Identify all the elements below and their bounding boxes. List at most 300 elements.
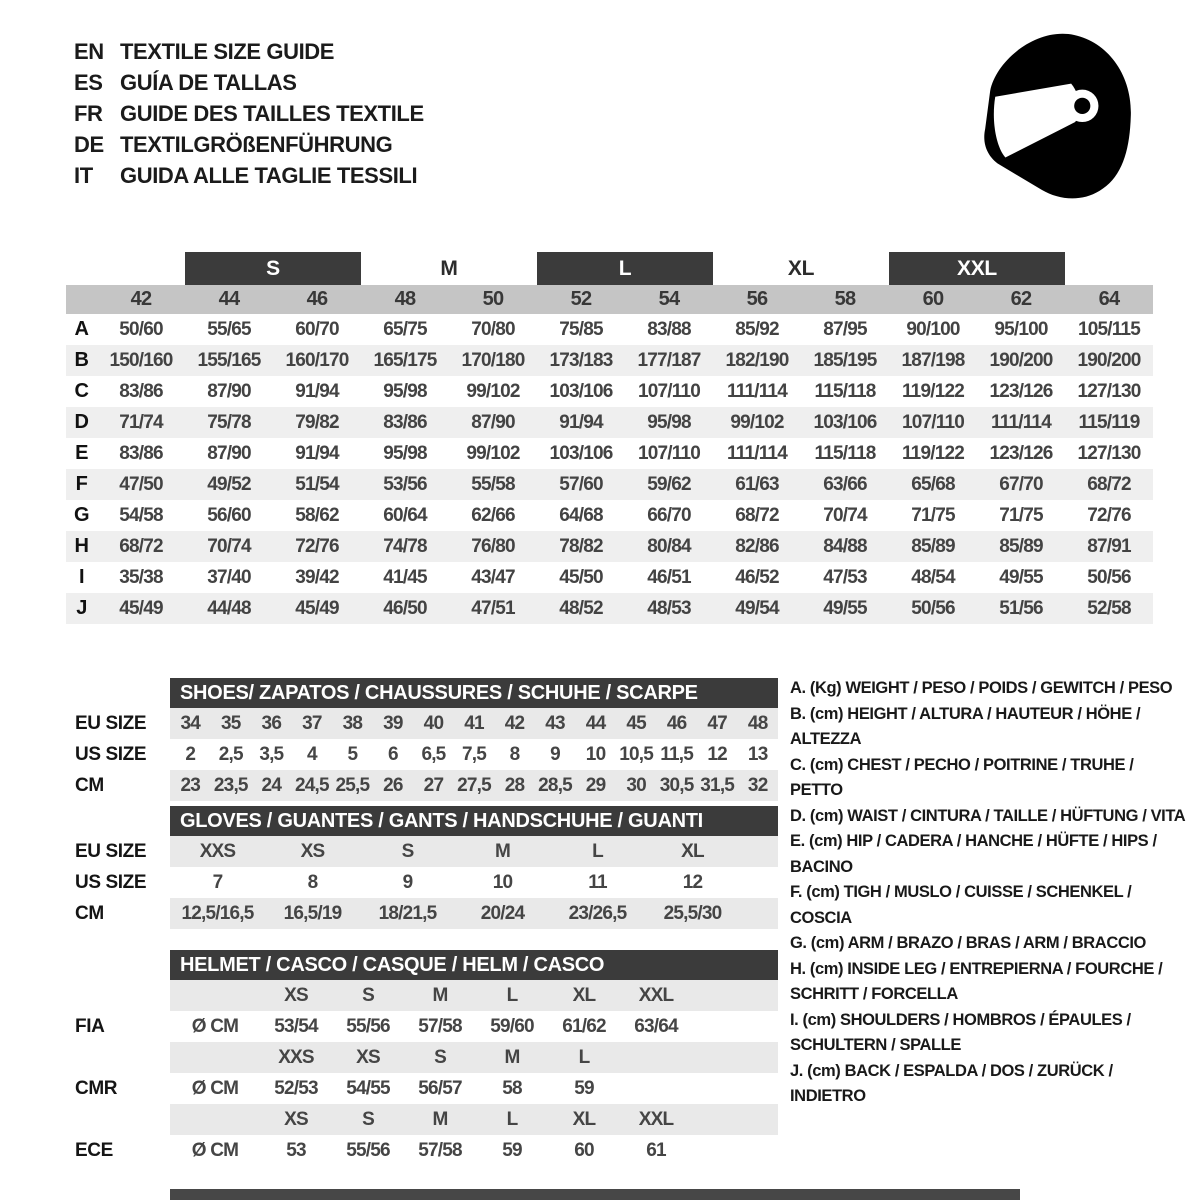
size-value: 80/84 — [647, 535, 691, 557]
size-value: 72/76 — [1087, 504, 1131, 526]
helmet-size-value: 59 — [574, 1077, 594, 1099]
helmet-standard-values — [170, 1011, 778, 1042]
helmet-sizes-values — [170, 1104, 778, 1135]
size-value: 190/200 — [989, 349, 1053, 371]
helmet-size-value: 54/55 — [346, 1077, 390, 1099]
size-value: 105/115 — [1077, 318, 1141, 340]
shoes-value: 6 — [388, 743, 398, 765]
size-value: 111/114 — [991, 411, 1051, 433]
row-letter: B — [74, 349, 89, 371]
legend-item: A. (Kg) WEIGHT / PESO / POIDS / GEWITCH / PESO — [790, 679, 1173, 697]
size-value: 87/91 — [1087, 535, 1131, 557]
shoes-value: 10,5 — [619, 743, 653, 765]
size-value: 49/54 — [735, 597, 779, 619]
size-value: 62/66 — [471, 504, 515, 526]
size-value: 190/200 — [1077, 349, 1141, 371]
shoes-row — [60, 770, 778, 801]
helmet-row-label — [60, 1104, 170, 1135]
size-value: 165/175 — [373, 349, 437, 371]
size-value: 83/86 — [383, 411, 427, 433]
helmet-size-label: M — [432, 1108, 448, 1130]
size-value: 60/70 — [295, 318, 339, 340]
shoes-value: 35 — [221, 712, 241, 734]
shoes-table-header: SHOES/ ZAPATOS / CHAUSSURES / SCHUHE / SCARPE — [170, 678, 778, 708]
size-value: 41/45 — [383, 566, 427, 588]
size-value: 59/62 — [647, 473, 691, 495]
helmet-standard-values — [170, 1073, 778, 1104]
size-value: 72/76 — [295, 535, 339, 557]
helmet-size-label: XXL — [638, 984, 674, 1006]
size-band-l: L — [537, 252, 713, 285]
size-value: 99/102 — [730, 411, 784, 433]
language-code: IT — [74, 162, 93, 188]
legend-item: F. (cm) TIGH / MUSLO / CUISSE / SCHENKEL / COSCIA — [790, 883, 1132, 927]
helmet-sizes-values — [170, 1042, 778, 1073]
size-value: 85/92 — [735, 318, 779, 340]
shoes-value: 24,5 — [294, 774, 329, 796]
helmet-size-value: 53/54 — [274, 1015, 318, 1037]
legend-item: J. (cm) BACK / ESPALDA / DOS / ZURÜCK / INDIETRO — [790, 1061, 1113, 1105]
helmet-size-label: XL — [572, 1108, 596, 1130]
size-value: 67/70 — [999, 473, 1043, 495]
band-spacer — [66, 252, 185, 285]
shoes-value: 36 — [261, 712, 282, 734]
size-value: 103/106 — [549, 442, 613, 464]
gloves-row — [60, 898, 778, 929]
helmet-sizes-values — [170, 980, 778, 1011]
size-value: 63/66 — [823, 473, 867, 495]
helmet-unit-label: Ø CM — [191, 1077, 239, 1099]
shoes-value: 8 — [509, 743, 520, 765]
size-value: 115/119 — [1078, 411, 1140, 433]
helmet-standard-values — [170, 1135, 778, 1166]
measurement-row-b — [66, 345, 1153, 376]
legend-item: H. (cm) INSIDE LEG / ENTREPIERNA / FOURCHE / SCHRITT / FORCELLA — [790, 959, 1163, 1003]
helmet-values-row-ece — [60, 1135, 778, 1166]
shoes-value: 48 — [747, 712, 768, 734]
size-value: 48/54 — [911, 566, 955, 588]
size-value: 95/100 — [994, 318, 1048, 340]
shoes-value: 46 — [666, 712, 687, 734]
size-value: 64/68 — [559, 504, 603, 526]
size-value: 57/60 — [559, 473, 603, 495]
legend-item: C. (cm) CHEST / PECHO / POITRINE / TRUHE / PETTO — [790, 755, 1134, 799]
gloves-table-header: GLOVES / GUANTES / GANTS / HANDSCHUHE / GUANTI — [170, 806, 778, 836]
helmet-rows — [60, 980, 778, 1166]
legend-item: B. (cm) HEIGHT / ALTURA / HAUTEUR / HÖHE / ALTEZZA — [790, 704, 1141, 748]
measurement-row-a — [66, 314, 1153, 345]
shoes-value: 2 — [185, 743, 196, 765]
shoes-row-label: EU SIZE — [75, 712, 147, 734]
gloves-value: S — [401, 840, 414, 862]
size-value: 103/106 — [549, 380, 613, 402]
language-code: DE — [74, 131, 104, 157]
size-value: 68/72 — [735, 504, 779, 526]
helmet-size-label: XL — [572, 984, 596, 1006]
measurement-row-g — [66, 500, 1153, 531]
size-value: 103/106 — [813, 411, 877, 433]
size-value: 46/51 — [647, 566, 691, 588]
shoes-value: 26 — [383, 774, 403, 796]
helmet-size-label: M — [504, 1046, 520, 1068]
shoes-value: 29 — [585, 774, 606, 796]
size-value: 170/180 — [461, 349, 525, 371]
shoes-value: 45 — [626, 712, 646, 734]
gloves-row — [60, 836, 778, 867]
language-code: ES — [74, 69, 103, 95]
guide-title: GUÍA DE TALLAS — [120, 69, 297, 95]
guide-title: TEXTILGRÖßENFÜHRUNG — [120, 131, 393, 157]
helmet-size-label: XS — [356, 1046, 380, 1068]
numeric-size: 42 — [130, 288, 152, 310]
shoes-row-values — [170, 739, 778, 770]
gloves-value: 16,5/19 — [283, 902, 342, 924]
size-value: 48/53 — [647, 597, 691, 619]
size-value: 50/56 — [1087, 566, 1131, 588]
size-value: 95/98 — [383, 380, 427, 402]
row-letter: D — [74, 411, 89, 433]
size-value: 111/114 — [727, 442, 787, 464]
shoes-value: 30,5 — [659, 774, 694, 796]
size-band-xxl: XXL — [889, 252, 1065, 285]
racing-helmet-icon — [978, 32, 1140, 202]
shoes-value: 31,5 — [700, 774, 735, 796]
shoes-value: 3,5 — [259, 743, 284, 765]
shoes-value: 6,5 — [421, 743, 446, 765]
size-value: 49/55 — [823, 597, 867, 619]
size-value: 70/74 — [207, 535, 251, 557]
helmet-standard-label: CMR — [75, 1077, 118, 1099]
shoes-value: 28,5 — [538, 774, 572, 796]
size-value: 39/42 — [295, 566, 339, 588]
measurement-row-e — [66, 438, 1153, 469]
size-value: 87/95 — [823, 318, 867, 340]
gloves-value: 7 — [212, 871, 223, 893]
row-letter: I — [78, 566, 85, 588]
size-value: 65/68 — [911, 473, 955, 495]
shoes-value: 43 — [545, 712, 565, 734]
size-value: 84/88 — [823, 535, 867, 557]
size-value: 91/94 — [295, 380, 339, 402]
helmet-sizes-row-cmr — [60, 1042, 778, 1073]
shoes-value: 9 — [550, 743, 560, 765]
row-letter: G — [73, 504, 90, 526]
size-value: 71/75 — [999, 504, 1043, 526]
size-band-row — [66, 252, 1153, 285]
size-value: 53/56 — [383, 473, 427, 495]
measurement-row-i — [66, 562, 1153, 593]
row-letter: A — [74, 318, 89, 340]
size-value: 99/102 — [466, 380, 520, 402]
size-value: 70/74 — [823, 504, 867, 526]
helmet-standard-label: ECE — [75, 1139, 113, 1161]
helmet-size-value: 56/57 — [418, 1077, 462, 1099]
size-value: 127/130 — [1077, 442, 1141, 464]
measurement-rows — [66, 314, 1153, 624]
guide-title: GUIDA ALLE TAGLIE TESSILI — [120, 162, 418, 188]
textile-size-table — [66, 252, 1153, 624]
size-value: 87/90 — [471, 411, 515, 433]
shoes-value: 13 — [747, 743, 768, 765]
language-row — [74, 160, 424, 191]
helmet-size-value: 57/58 — [418, 1015, 462, 1037]
size-value: 115/118 — [814, 380, 876, 402]
gloves-value: 10 — [492, 871, 513, 893]
shoes-value: 5 — [347, 743, 358, 765]
size-value: 123/126 — [989, 380, 1053, 402]
helmet-values-row-fia — [60, 1011, 778, 1042]
size-value: 107/110 — [637, 380, 701, 402]
shoes-value: 38 — [342, 712, 363, 734]
legend-item: D. (cm) WAIST / CINTURA / TAILLE / HÜFTUNG / VITA — [790, 806, 1186, 825]
size-value: 74/78 — [383, 535, 427, 557]
numeric-size: 62 — [1010, 288, 1032, 310]
language-title-block — [74, 36, 424, 191]
numeric-size: 58 — [834, 288, 856, 310]
size-value: 70/80 — [471, 318, 515, 340]
measurement-row-c — [66, 376, 1153, 407]
gloves-size-table — [60, 806, 778, 929]
gloves-value: 12 — [682, 871, 703, 893]
helmet-size-label: M — [432, 984, 448, 1006]
size-value: 115/118 — [814, 442, 876, 464]
measurement-row-d — [66, 407, 1153, 438]
size-value: 68/72 — [119, 535, 163, 557]
helmet-size-value: 63/64 — [634, 1015, 678, 1037]
helmet-unit-label: Ø CM — [191, 1139, 239, 1161]
gloves-value: XXS — [199, 840, 236, 862]
size-value: 90/100 — [906, 318, 960, 340]
shoes-value: 30 — [626, 774, 646, 796]
helmet-size-label: L — [506, 984, 518, 1006]
measurement-row-h — [66, 531, 1153, 562]
helmet-size-label: L — [578, 1046, 590, 1068]
helmet-size-label: S — [434, 1046, 446, 1068]
size-value: 123/126 — [989, 442, 1053, 464]
size-value: 119/122 — [901, 380, 965, 402]
size-value: 58/62 — [295, 504, 339, 526]
size-value: 52/58 — [1087, 597, 1131, 619]
size-value: 45/50 — [559, 566, 603, 588]
size-value: 56/60 — [207, 504, 251, 526]
size-value: 49/55 — [999, 566, 1043, 588]
helmet-size-label: S — [362, 984, 374, 1006]
numeric-size: 48 — [394, 288, 416, 310]
size-value: 71/75 — [911, 504, 955, 526]
gloves-row-values — [170, 898, 778, 929]
size-value: 173/183 — [549, 349, 613, 371]
size-value: 46/52 — [735, 566, 779, 588]
guide-title: TEXTILE SIZE GUIDE — [120, 38, 335, 64]
numeric-size: 46 — [306, 288, 328, 310]
numeric-size: 54 — [658, 288, 680, 310]
gloves-value: 20/24 — [480, 902, 525, 924]
size-value: 48/52 — [559, 597, 603, 619]
helmet-size-label: S — [362, 1108, 374, 1130]
size-band-s: S — [185, 252, 361, 285]
size-value: 85/89 — [911, 535, 955, 557]
size-value: 45/49 — [295, 597, 339, 619]
size-value: 54/58 — [119, 504, 163, 526]
helmet-size-value: 57/58 — [418, 1139, 462, 1161]
size-value: 44/48 — [207, 597, 251, 619]
helmet-size-label: L — [506, 1108, 518, 1130]
gloves-row-label: US SIZE — [75, 871, 147, 893]
helmet-values-row-cmr — [60, 1073, 778, 1104]
size-value: 65/75 — [383, 318, 427, 340]
size-value: 155/165 — [197, 349, 261, 371]
size-value: 185/195 — [813, 349, 877, 371]
size-value: 37/40 — [207, 566, 251, 588]
shoes-value: 11,5 — [660, 743, 693, 765]
size-value: 82/86 — [735, 535, 779, 557]
size-value: 177/187 — [637, 349, 701, 371]
size-value: 50/60 — [119, 318, 163, 340]
band-spacer — [1065, 252, 1153, 285]
helmet-size-value: 61 — [646, 1139, 666, 1161]
row-letter: C — [74, 380, 89, 402]
size-value: 95/98 — [647, 411, 691, 433]
shoes-value: 25,5 — [335, 774, 370, 796]
gloves-value: 11 — [588, 871, 607, 893]
helmet-size-value: 55/56 — [346, 1139, 390, 1161]
size-value: 87/90 — [207, 442, 251, 464]
gloves-value: 25,5/30 — [663, 902, 722, 924]
size-value: 91/94 — [559, 411, 603, 433]
gloves-row-values — [170, 836, 778, 867]
helmet-size-label: XXS — [278, 1046, 314, 1068]
numeric-size: 44 — [218, 288, 240, 310]
size-value: 66/70 — [647, 504, 691, 526]
helmet-standard-label: FIA — [75, 1015, 105, 1037]
shoes-value: 32 — [747, 774, 768, 796]
size-value: 83/86 — [119, 380, 163, 402]
size-value: 78/82 — [559, 535, 603, 557]
size-band-m: M — [440, 256, 458, 280]
helmet-size-table — [60, 950, 778, 1166]
language-row — [74, 36, 424, 67]
helmet-size-value: 59 — [502, 1139, 522, 1161]
measurement-row-f — [66, 469, 1153, 500]
size-value: 75/85 — [559, 318, 603, 340]
shoes-value: 40 — [423, 712, 444, 734]
shoes-value: 4 — [306, 743, 317, 765]
gloves-value: M — [494, 840, 511, 862]
helmet-table-header: HELMET / CASCO / CASQUE / HELM / CASCO — [170, 950, 778, 980]
size-value: 119/122 — [901, 442, 965, 464]
size-value: 68/72 — [1087, 473, 1131, 495]
size-value: 47/50 — [119, 473, 163, 495]
gloves-rows — [60, 836, 778, 929]
size-value: 182/190 — [725, 349, 789, 371]
legend-item: G. (cm) ARM / BRAZO / BRAS / ARM / BRACCIO — [790, 934, 1146, 952]
gloves-row-label: CM — [75, 902, 104, 924]
legend-item: I. (cm) SHOULDERS / HOMBROS / ÉPAULES / SCHULTERN / SPALLE — [790, 1010, 1131, 1054]
helmet-size-value: 52/53 — [274, 1077, 318, 1099]
size-value: 60/64 — [383, 504, 427, 526]
helmet-size-value: 61/62 — [562, 1015, 606, 1037]
size-value: 99/102 — [466, 442, 520, 464]
shoes-value: 34 — [180, 712, 201, 734]
numeric-size-row — [66, 285, 1153, 314]
legend-item: E. (cm) HIP / CADERA / HANCHE / HÜFTE / HIPS / BACINO — [790, 832, 1157, 876]
numeric-size: 52 — [570, 288, 592, 310]
shoes-value: 44 — [585, 712, 606, 734]
size-value: 51/56 — [999, 597, 1043, 619]
shoes-row-values — [170, 708, 778, 739]
gloves-value: 12,5/16,5 — [181, 902, 254, 924]
helmet-size-value: 59/60 — [490, 1015, 534, 1037]
racing-helmet-icon-svg — [978, 32, 1140, 202]
numeric-size: 50 — [482, 288, 504, 310]
gloves-row — [60, 867, 778, 898]
size-value: 50/56 — [911, 597, 955, 619]
helmet-size-label: XS — [284, 984, 308, 1006]
helmet-row-label — [60, 980, 170, 1011]
size-value: 83/88 — [647, 318, 691, 340]
size-value: 187/198 — [901, 349, 965, 371]
measurement-row-j — [66, 593, 1153, 624]
row-letter: H — [74, 535, 89, 557]
size-value: 107/110 — [901, 411, 965, 433]
size-value: 83/86 — [119, 442, 163, 464]
size-value: 45/49 — [119, 597, 163, 619]
shoes-value: 2,5 — [218, 743, 243, 765]
gloves-value: XS — [300, 840, 325, 862]
shoes-value: 24 — [261, 774, 282, 796]
size-value: 111/114 — [727, 380, 787, 402]
language-code: FR — [74, 100, 103, 126]
row-letter: E — [75, 442, 88, 464]
shoes-value: 23,5 — [213, 774, 248, 796]
helmet-size-value: 58 — [502, 1077, 522, 1099]
gloves-value: 23/26,5 — [568, 902, 627, 924]
shoes-row — [60, 739, 778, 770]
language-row — [74, 129, 424, 160]
guide-title: GUIDE DES TAILLES TEXTILE — [120, 100, 424, 126]
row-letter: F — [75, 473, 88, 495]
shoes-value: 37 — [302, 712, 322, 734]
measurement-legend — [790, 676, 1190, 1110]
shoes-size-table — [60, 678, 778, 801]
numeric-size: 64 — [1098, 288, 1120, 310]
shoes-value: 23 — [180, 774, 201, 796]
size-value: 75/78 — [207, 411, 251, 433]
size-value: 79/82 — [295, 411, 339, 433]
size-value: 55/58 — [471, 473, 515, 495]
shoes-row-values — [170, 770, 778, 801]
numeric-size: 56 — [746, 288, 768, 310]
helmet-sizes-row-ece — [60, 1104, 778, 1135]
size-value: 49/52 — [207, 473, 251, 495]
numeric-size: 60 — [922, 288, 944, 310]
helmet-sizes-row-fia — [60, 980, 778, 1011]
helmet-size-label: XS — [284, 1108, 308, 1130]
shoes-value: 27 — [423, 774, 444, 796]
helmet-size-value: 55/56 — [346, 1015, 390, 1037]
shoes-value: 28 — [504, 774, 525, 796]
shoes-value: 39 — [383, 712, 403, 734]
size-value: 85/89 — [999, 535, 1043, 557]
shoes-value: 12 — [707, 743, 727, 765]
shoes-value: 47 — [707, 712, 727, 734]
size-value: 91/94 — [295, 442, 339, 464]
size-value: 47/53 — [823, 566, 867, 588]
size-value: 61/63 — [735, 473, 779, 495]
shoes-row-label: CM — [75, 774, 104, 796]
shoes-value: 41 — [464, 712, 484, 734]
size-value: 71/74 — [119, 411, 163, 433]
